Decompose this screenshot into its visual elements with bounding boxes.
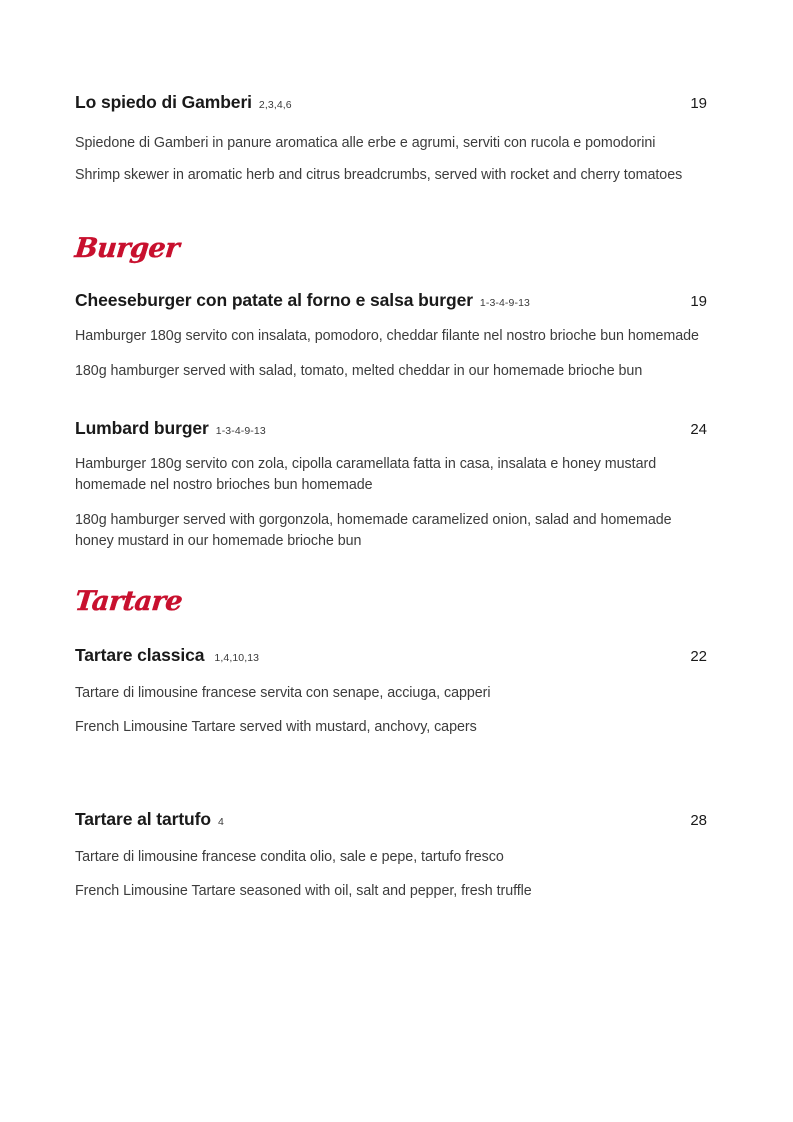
- menu-item-header: [75, 418, 707, 439]
- menu-item-description-italian: Spiedone di Gamberi in panure aromatica alle erbe e agrumi, serviti con rucola e pomodorini: [75, 135, 656, 151]
- menu-item-allergens: 1-3-4-9-13: [479, 297, 530, 309]
- menu-item-allergens: 1-3-4-9-13: [215, 425, 266, 437]
- menu-item-allergens: 4: [217, 816, 224, 828]
- section-heading-tartare: Tartare: [73, 586, 184, 617]
- menu-content: [75, 92, 707, 902]
- menu-section-tartare: [75, 552, 707, 645]
- menu-item: [75, 809, 707, 902]
- menu-item-title-group: [75, 290, 530, 311]
- menu-section-burger: [75, 191, 707, 290]
- menu-item-title: Cheeseburger con patate al forno e salsa burger: [75, 290, 473, 310]
- menu-item-price: 28: [690, 812, 707, 829]
- menu-item-title: Tartare classica: [75, 645, 205, 665]
- menu-item-description-english: 180g hamburger served with gorgonzola, homemade caramelized onion, salad and homemade honey mustard in our homemade brioche bun: [75, 512, 672, 549]
- menu-item-header: [75, 92, 707, 113]
- menu-item-price: 22: [690, 648, 707, 665]
- menu-item-allergens: 1,4,10,13: [214, 652, 260, 664]
- menu-item: [75, 418, 707, 552]
- menu-item-description-english: Shrimp skewer in aromatic herb and citrus breadcrumbs, served with rocket and cherry tomatoes: [75, 167, 683, 183]
- menu-item-description-english: 180g hamburger served with salad, tomato, melted cheddar in our homemade brioche bun: [75, 363, 643, 379]
- menu-item-description-italian: Tartare di limousine francese condita olio, sale e pepe, tartufo fresco: [75, 849, 504, 865]
- menu-item-price: 19: [690, 293, 707, 310]
- menu-item-description-italian: Tartare di limousine francese servita con senape, acciuga, capperi: [75, 685, 491, 701]
- menu-item-allergens: 2,3,4,6: [258, 99, 292, 111]
- section-heading-burger: Burger: [73, 233, 181, 264]
- menu-item-title-group: [75, 418, 266, 439]
- menu-item-title-group: [75, 645, 259, 666]
- menu-item: [75, 92, 707, 191]
- menu-item-description-english: French Limousine Tartare seasoned with oil, salt and pepper, fresh truffle: [75, 883, 532, 899]
- menu-item-description-english: French Limousine Tartare served with mustard, anchovy, capers: [75, 719, 477, 735]
- menu-item-header: [75, 809, 707, 830]
- menu-item-title: Tartare al tartufo: [75, 809, 211, 829]
- menu-item-title: Lumbard burger: [75, 418, 209, 438]
- menu-item-title-group: [75, 92, 292, 113]
- menu-item: [75, 290, 707, 382]
- menu-item-title-group: [75, 809, 224, 830]
- menu-item-price: 24: [690, 421, 707, 438]
- menu-item-description-italian: Hamburger 180g servito con insalata, pomodoro, cheddar filante nel nostro brioche bun homemade: [75, 328, 699, 344]
- menu-item-header: [75, 645, 707, 666]
- menu-item-price: 19: [690, 95, 707, 112]
- menu-item: [75, 645, 707, 738]
- menu-item-description-italian: Hamburger 180g servito con zola, cipolla caramellata fatta in casa, insalata e honey mustard homemade nel nostro brioches bun homemade: [75, 456, 657, 493]
- menu-item-header: [75, 290, 707, 311]
- menu-item-title: Lo spiedo di Gamberi: [75, 92, 252, 112]
